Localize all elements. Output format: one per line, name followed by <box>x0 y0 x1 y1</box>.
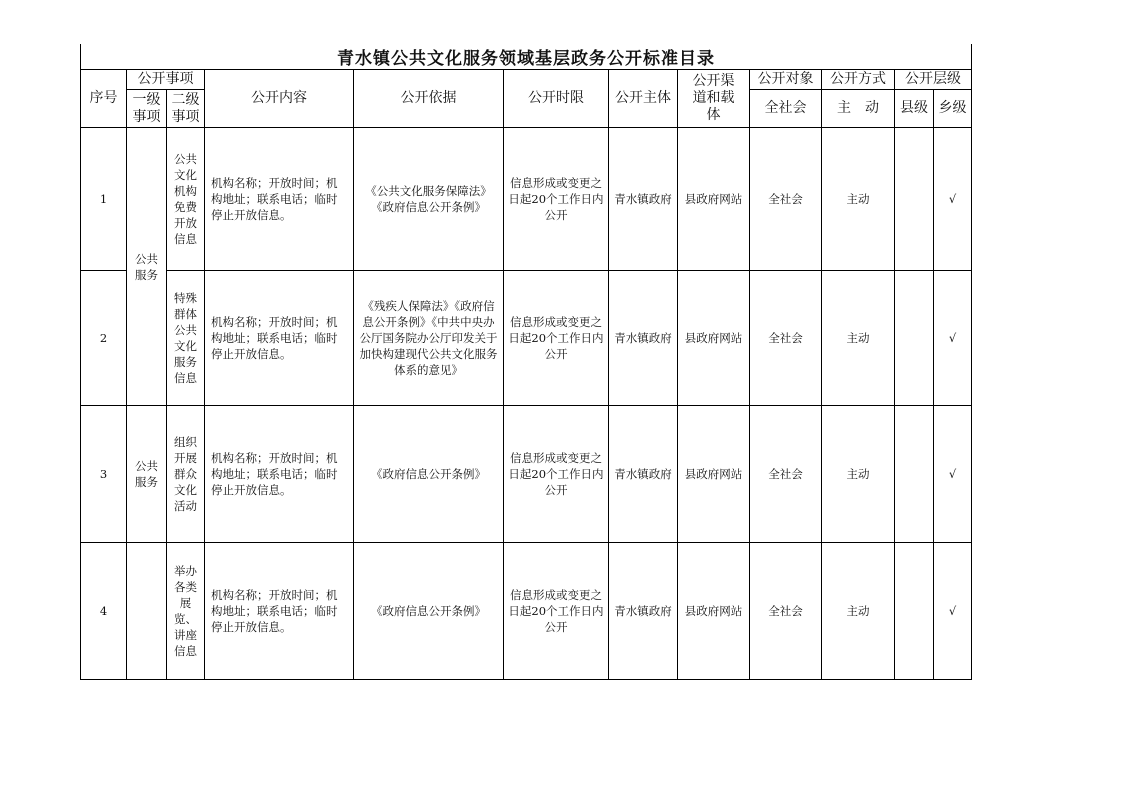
row-county <box>895 543 934 680</box>
header-target-sub: 全社会 <box>750 90 822 128</box>
row-basis: 《政府信息公开条例》 <box>354 406 504 543</box>
row-time-limit: 信息形成或变更之日起20个工作日内公开 <box>504 128 609 271</box>
row-seq: 1 <box>81 128 127 271</box>
header-target: 公开对象 <box>750 70 822 90</box>
row-subject: 青水镇政府 <box>609 406 678 543</box>
header-county: 县级 <box>895 90 934 128</box>
table-row <box>81 271 972 406</box>
row-township-check: √ <box>934 271 972 406</box>
header-seq: 序号 <box>81 70 127 128</box>
header-matter: 公开事项 <box>127 70 205 90</box>
header-content: 公开内容 <box>205 70 354 128</box>
row-township-check: √ <box>934 543 972 680</box>
catalog-sheet <box>80 44 971 680</box>
row-basis: 《公共文化服务保障法》《政府信息公开条例》 <box>354 128 504 271</box>
table-row <box>81 406 972 543</box>
row-content: 机构名称；开放时间；机构地址；联系电话；临时停止开放信息。 <box>205 128 354 271</box>
row-target: 全社会 <box>750 271 822 406</box>
header-level2: 二级事项 <box>167 90 205 128</box>
header-channel: 公开渠道和载体 <box>678 70 750 128</box>
row-county <box>895 406 934 543</box>
header-basis: 公开依据 <box>354 70 504 128</box>
row-county <box>895 128 934 271</box>
row-time-limit: 信息形成或变更之日起20个工作日内公开 <box>504 543 609 680</box>
row-township-check: √ <box>934 128 972 271</box>
header-method: 公开方式 <box>822 70 895 90</box>
row-level1: 公共服务 <box>127 406 167 543</box>
row-target: 全社会 <box>750 543 822 680</box>
row-method: 主动 <box>822 128 895 271</box>
row-basis: 《残疾人保障法》《政府信息公开条例》《中共中央办公厅国务院办公厅印发关于加快构建现代公共文化服务体系的意见》 <box>354 271 504 406</box>
row-seq: 3 <box>81 406 127 543</box>
row-level2: 特殊群体公共文化服务信息 <box>167 271 205 406</box>
row-target: 全社会 <box>750 406 822 543</box>
header-level: 公开层级 <box>895 70 972 90</box>
row-seq: 2 <box>81 271 127 406</box>
row-seq: 4 <box>81 543 127 680</box>
row-township-check: √ <box>934 406 972 543</box>
row-content: 机构名称；开放时间；机构地址；联系电话；临时停止开放信息。 <box>205 271 354 406</box>
row-channel: 县政府网站 <box>678 406 750 543</box>
header-time-limit: 公开时限 <box>504 70 609 128</box>
row-level1 <box>127 543 167 680</box>
row-basis: 《政府信息公开条例》 <box>354 543 504 680</box>
catalog-table <box>80 44 972 680</box>
row-level2: 举办各类展览、讲座信息 <box>167 543 205 680</box>
page-title: 青水镇公共文化服务领域基层政务公开标准目录 <box>81 44 972 70</box>
row-channel: 县政府网站 <box>678 128 750 271</box>
row-subject: 青水镇政府 <box>609 128 678 271</box>
row-content: 机构名称；开放时间；机构地址；联系电话；临时停止开放信息。 <box>205 543 354 680</box>
row-level2: 公共文化机构免费开放信息 <box>167 128 205 271</box>
table-row <box>81 128 972 271</box>
row-method: 主动 <box>822 406 895 543</box>
header-method-sub: 主 动 <box>822 90 895 128</box>
row-county <box>895 271 934 406</box>
header-subject: 公开主体 <box>609 70 678 128</box>
row-target: 全社会 <box>750 128 822 271</box>
title-row <box>81 44 972 70</box>
row-time-limit: 信息形成或变更之日起20个工作日内公开 <box>504 406 609 543</box>
row-channel: 县政府网站 <box>678 271 750 406</box>
row-method: 主动 <box>822 271 895 406</box>
row-channel: 县政府网站 <box>678 543 750 680</box>
table-row <box>81 543 972 680</box>
row-subject: 青水镇政府 <box>609 543 678 680</box>
row-method: 主动 <box>822 543 895 680</box>
row-time-limit: 信息形成或变更之日起20个工作日内公开 <box>504 271 609 406</box>
row-level1-merged: 公共服务 <box>127 128 167 406</box>
header-township: 乡级 <box>934 90 972 128</box>
row-level2: 组织开展群众文化活动 <box>167 406 205 543</box>
row-content: 机构名称；开放时间；机构地址；联系电话；临时停止开放信息。 <box>205 406 354 543</box>
header-level1: 一级事项 <box>127 90 167 128</box>
header-row-1 <box>81 70 972 90</box>
row-subject: 青水镇政府 <box>609 271 678 406</box>
